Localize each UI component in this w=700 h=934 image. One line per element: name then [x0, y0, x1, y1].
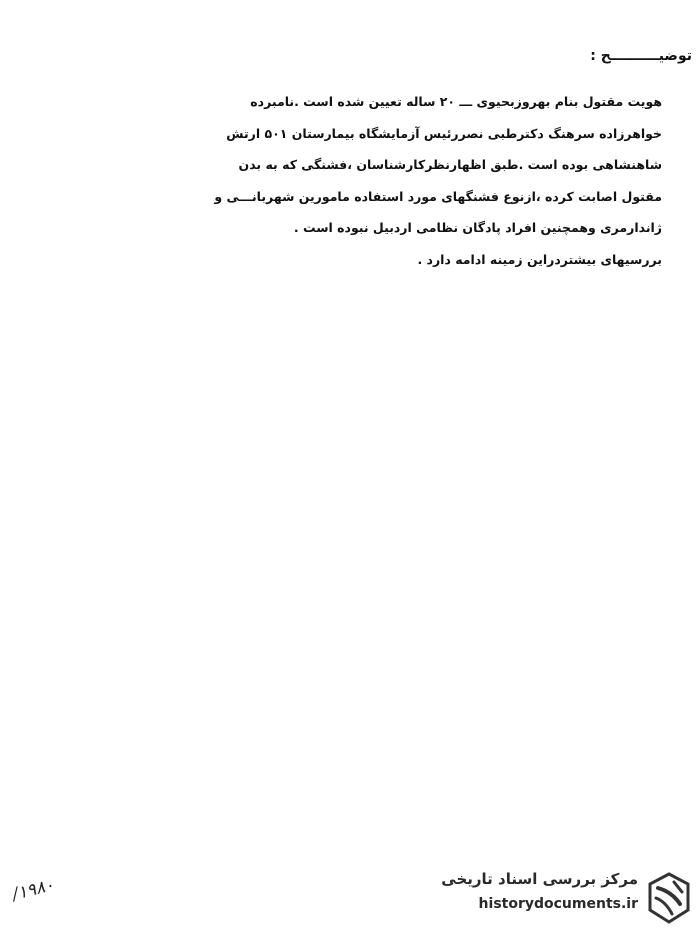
- archive-logo-icon: [644, 870, 694, 926]
- watermark: [410, 864, 700, 934]
- document-heading: توضیــــــــــح :: [590, 48, 692, 64]
- watermark-title: مرکز بررسی اسناد تاریخی: [441, 870, 638, 888]
- body-line: شاهنشاهی بوده است .طبق اظهارنظرکارشناسان ،فشنگی که به بدن: [238, 157, 662, 172]
- watermark-url: historydocuments.ir: [478, 896, 638, 912]
- body-line: خواهرزاده سرهنگ دکترطبی نصررئیس آزمایشگاه بیمارستان ۵۰۱ ارتش: [226, 125, 662, 141]
- body-line: ژاندارمری وهمچنین افراد پادگان نظامی اردبیل نبوده است .: [293, 220, 662, 235]
- body-line: هویت مقتول بنام بهروزبحیوی ـــ ۲۰ ساله تعیین شده است .نامبرده: [250, 94, 662, 109]
- document-body: [142, 86, 662, 275]
- body-line: مقتول اصابت کرده ،ازنوع فشنگهای مورد استفاده مامورین شهربانـــی و: [214, 188, 662, 204]
- body-line: بررسیهای بیشتردراین زمینه ادامه دارد .: [417, 251, 662, 267]
- handwritten-margin-note: ۱۹۸۰/: [10, 875, 57, 905]
